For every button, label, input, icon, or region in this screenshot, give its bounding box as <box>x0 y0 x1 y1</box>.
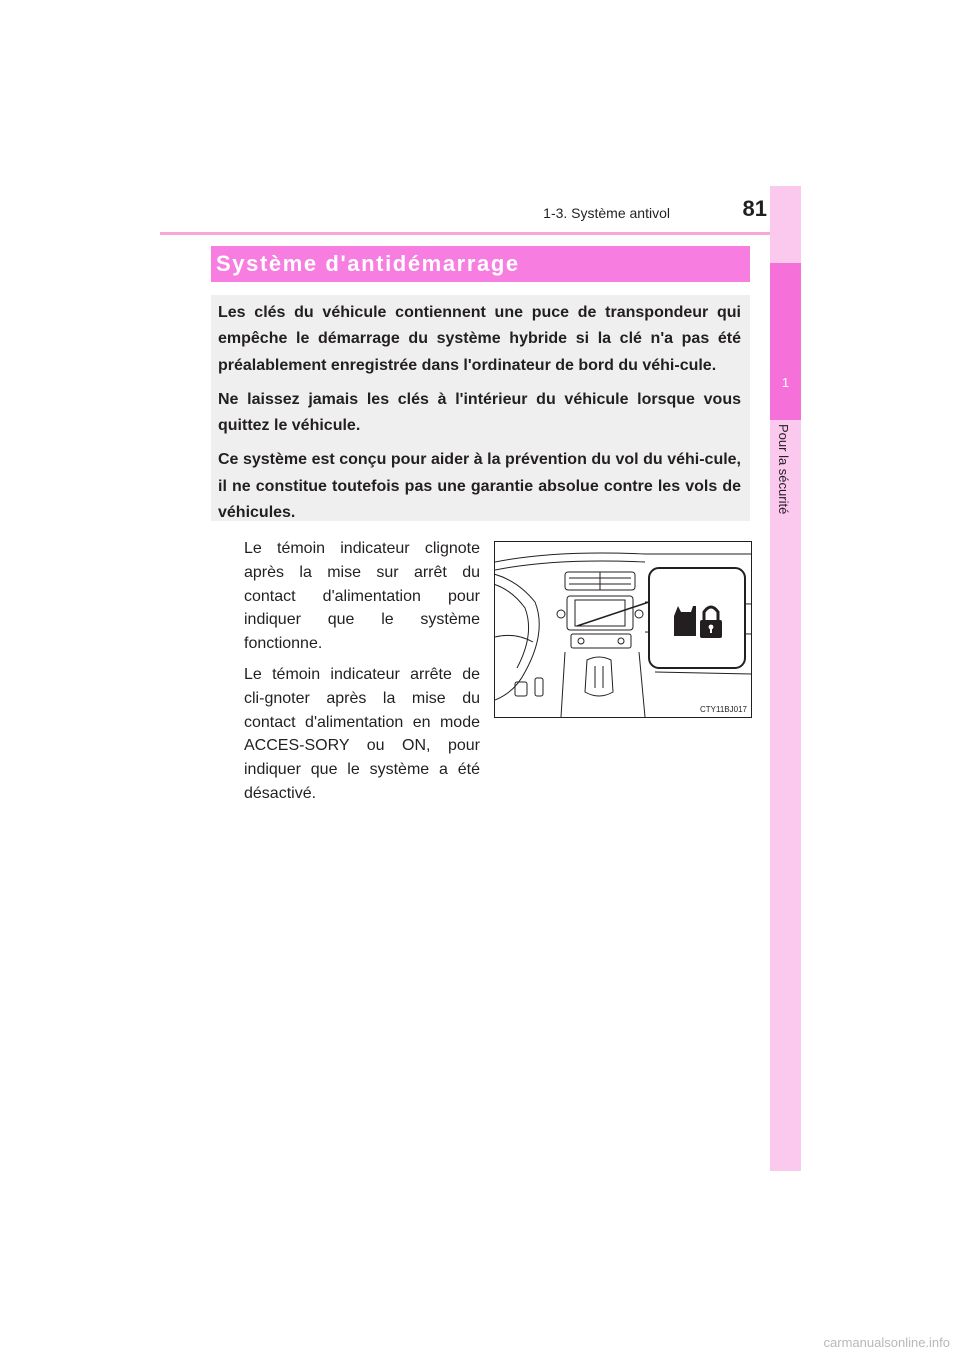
dashboard-drawing <box>495 542 751 717</box>
side-tab-active <box>770 263 801 420</box>
chapter-label: Pour la sécurité <box>776 424 791 515</box>
summary-paragraph: Ne laissez jamais les clés à l'intérieur du véhicule lorsque vous quittez le véhicule. <box>218 390 741 435</box>
watermark: carmanualsonline.info <box>823 1335 950 1350</box>
body-paragraph: Le témoin indicateur arrête de cli-gnoter après la mise du contact d'alimentation en mode ACCES-SORY ou ON, pour indiquer que le système a été désactivé. <box>244 665 480 802</box>
summary-paragraph: Ce système est conçu pour aider à la prévention du vol du véhi-cule, il ne constitue toutefois pas une garantie absolue contre les vols de véhicules. <box>218 451 741 522</box>
header-section-title: 1-3. Système antivol <box>543 205 670 221</box>
section-title: Système d'antidémarrage <box>216 251 520 276</box>
header-divider <box>160 232 800 235</box>
summary-text <box>218 300 741 534</box>
page-number: 81 <box>742 196 767 221</box>
figure-code: CTY11BJ017 <box>700 705 747 714</box>
body-text <box>244 537 480 813</box>
summary-paragraph: Les clés du véhicule contiennent une puce de transpondeur qui empêche le démarrage du système hybride si la clé n'a pas été préalablement enregistrée dans l'ordinateur de bord du véhi-cule. <box>218 304 741 374</box>
body-paragraph: Le témoin indicateur clignote après la mise sur arrêt du contact d'alimentation pour indiquer que le système fonctionne. <box>244 540 480 653</box>
chapter-number: 1 <box>781 375 790 390</box>
dashboard-illustration <box>494 541 752 718</box>
